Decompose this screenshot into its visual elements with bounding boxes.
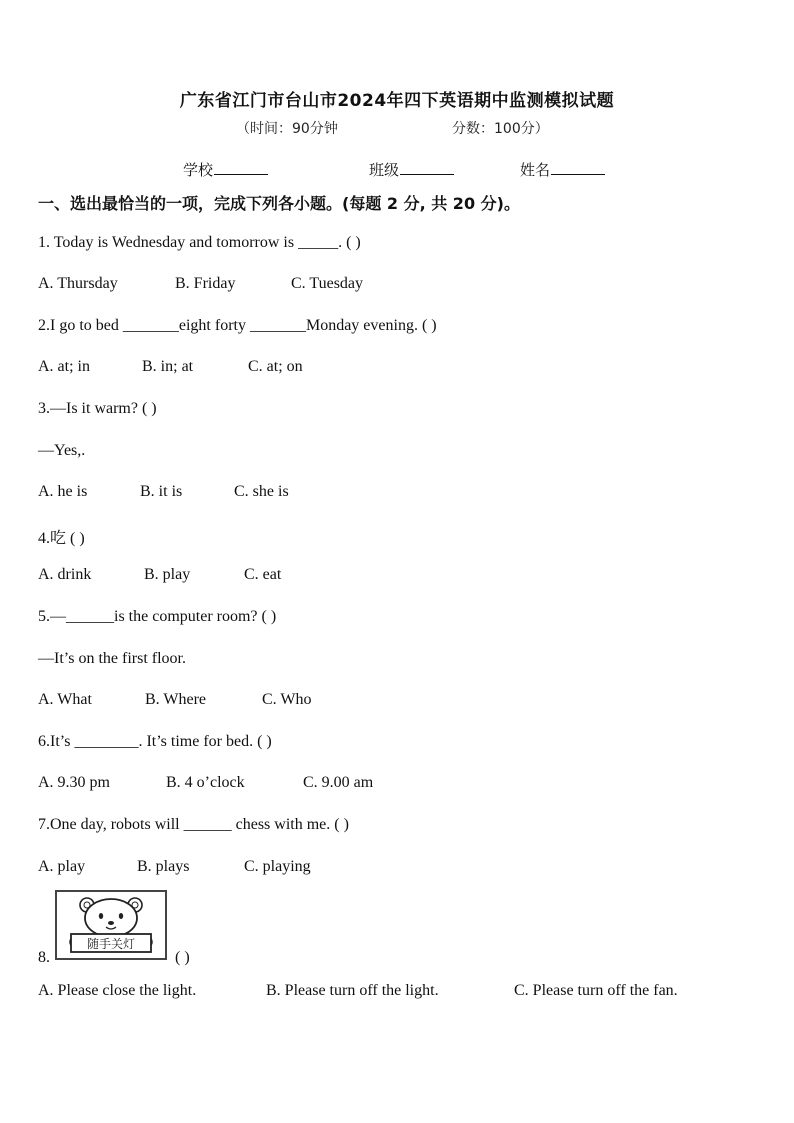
section-heading: 一、选出最恰当的一项，完成下列各小题。(每题 2 分, 共 20 分)。	[38, 194, 520, 213]
option-6a: A. 9.30 pm	[38, 774, 110, 791]
option-7b: B. plays	[137, 858, 190, 875]
question-8-answer-bracket: ( )	[175, 949, 190, 966]
option-7a: A. play	[38, 858, 86, 875]
option-8a: A. Please close the light.	[38, 982, 197, 999]
page-title: 广东省江门市台山市2024年四下英语期中监测模拟试题	[179, 91, 615, 111]
question-3-answer-line: —Yes,.	[38, 442, 86, 459]
sign-text: 随手关灯	[86, 937, 136, 951]
option-2c: C. at; on	[248, 358, 303, 375]
option-7c: C. playing	[244, 858, 311, 875]
question-5: 5.—______is the computer room? ( )	[38, 608, 277, 625]
question-1: 1. Today is Wednesday and tomorrow is _____. ( )	[38, 234, 361, 251]
question-8: 8.	[38, 949, 50, 966]
school-label: 学校	[183, 161, 214, 179]
option-3b: B. it is	[140, 483, 183, 500]
option-4c: C. eat	[244, 566, 282, 583]
class-label: 班级	[369, 161, 400, 179]
option-3a: A. he is	[38, 483, 88, 500]
school-blank[interactable]	[214, 160, 268, 175]
question-4: 4.吃 ( )	[38, 530, 85, 547]
option-4b: B. play	[144, 566, 191, 583]
class-blank[interactable]	[400, 160, 454, 175]
exam-score: 分数：100分）	[452, 121, 549, 137]
option-6c: C. 9.00 am	[303, 774, 374, 791]
option-2b: B. in; at	[142, 358, 194, 375]
option-4a: A. drink	[38, 566, 92, 583]
option-1c: C. Tuesday	[291, 275, 364, 292]
question-3: 3.—Is it warm? ( )	[38, 400, 157, 417]
exam-time: （时间：90分钟	[236, 121, 338, 137]
question-2: 2.I go to bed _______eight forty _______Monday evening. ( )	[38, 317, 437, 334]
name-blank[interactable]	[551, 160, 605, 175]
question-6: 6.It’s ________. It’s time for bed. ( )	[38, 733, 272, 750]
school-field[interactable]	[183, 159, 268, 180]
option-1b: B. Friday	[175, 275, 236, 292]
option-3c: C. she is	[234, 483, 289, 500]
name-label: 姓名	[520, 161, 551, 179]
question-5-answer-line: —It’s on the first floor.	[38, 650, 186, 667]
option-1a: A. Thursday	[38, 275, 118, 292]
option-5a: A. What	[38, 691, 92, 708]
option-8c: C. Please turn off the fan.	[514, 982, 678, 999]
option-6b: B. 4 o’clock	[166, 774, 245, 791]
option-5b: B. Where	[145, 691, 207, 708]
option-8b: B. Please turn off the light.	[266, 982, 439, 999]
question-7: 7.One day, robots will ______ chess with me. ( )	[38, 816, 349, 833]
option-2a: A. at; in	[38, 358, 90, 375]
name-field[interactable]	[520, 159, 605, 180]
turn-off-light-sign-image	[55, 890, 167, 960]
class-field[interactable]	[369, 159, 454, 180]
option-5c: C. Who	[262, 691, 312, 708]
